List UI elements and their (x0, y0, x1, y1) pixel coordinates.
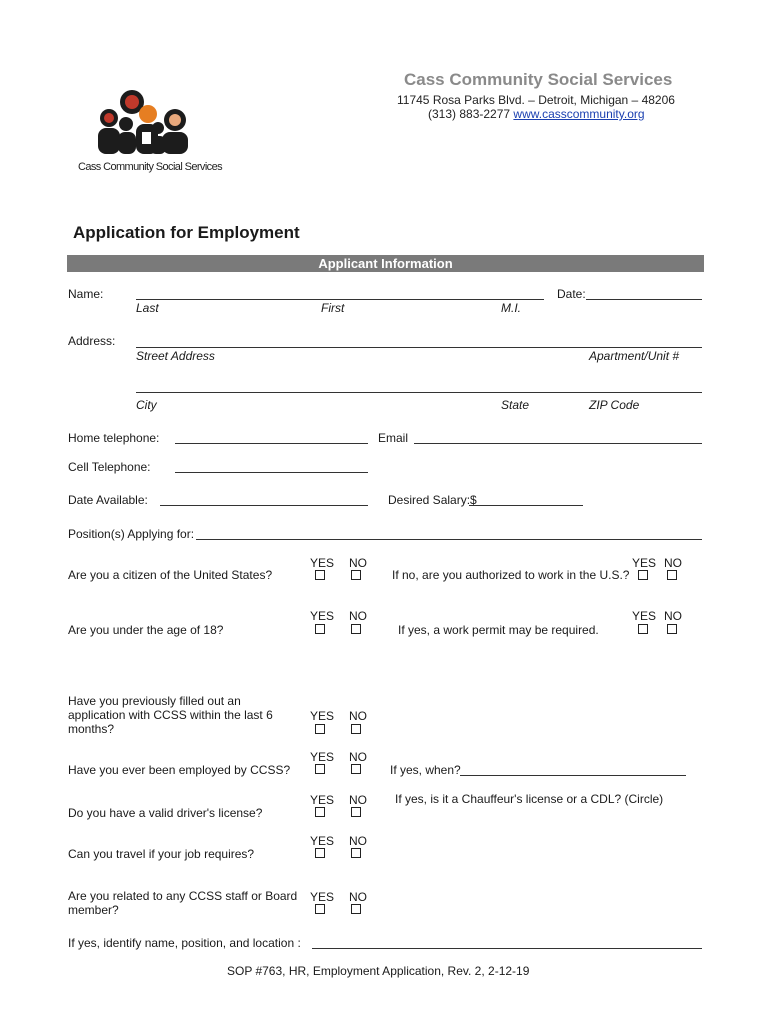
address-label: Address: (68, 334, 116, 348)
date-field[interactable] (586, 299, 702, 300)
license-no-label: NO (349, 793, 367, 807)
citizen-yes-label: YES (310, 556, 335, 570)
cass-logo (78, 88, 222, 178)
org-name: Cass Community Social Services (404, 70, 673, 89)
home-telephone-label: Home telephone: (68, 431, 160, 445)
date-label: Date: (557, 287, 586, 301)
under-18-yes-label: YES (310, 609, 335, 623)
org-phone: (313) 883-2277 (428, 107, 511, 121)
previous-application-line-3: months? (68, 722, 115, 736)
state-caption: State (501, 398, 530, 412)
under-18-yes-checkbox[interactable] (315, 624, 325, 634)
authorized-no-label: NO (664, 556, 682, 570)
related-to-staff-question (68, 889, 297, 917)
positions-label: Position(s) Applying for: (68, 527, 195, 541)
name-field[interactable] (136, 299, 544, 300)
zip-caption: ZIP Code (589, 398, 640, 412)
desired-salary-label: Desired Salary:$ (388, 493, 477, 507)
logo-text: Cass Community Social Services (78, 161, 222, 173)
first-name-caption: First (321, 301, 345, 315)
identify-field[interactable] (312, 948, 702, 949)
under-18-no-label: NO (349, 609, 367, 623)
cell-telephone-label: Cell Telephone: (68, 460, 151, 474)
citizen-question: Are you a citizen of the United States? (68, 568, 273, 582)
citizen-yes-checkbox[interactable] (315, 570, 325, 580)
positions-field[interactable] (196, 539, 702, 540)
related-line-2: member? (68, 903, 119, 917)
name-label: Name: (68, 287, 104, 301)
authorized-yes-checkbox[interactable] (638, 570, 648, 580)
employed-yes-label: YES (310, 750, 335, 764)
citizen-no-label: NO (349, 556, 367, 570)
previous-application-line-2: application with CCSS within the last 6 (68, 708, 273, 722)
previous-application-line-1: Have you previously filled out an (68, 694, 241, 708)
work-permit-yes-label: YES (632, 609, 657, 623)
footer-text: SOP #763, HR, Employment Application, Rev. 2, 2-12-19 (227, 964, 530, 978)
employed-yes-checkbox[interactable] (315, 764, 325, 774)
previous-application-no-label: NO (349, 709, 367, 723)
middle-initial-caption: M.I. (501, 301, 521, 315)
travel-question: Can you travel if your job requires? (68, 847, 255, 861)
related-no-label: NO (349, 890, 367, 904)
desired-salary-field[interactable] (469, 505, 583, 506)
people-logo-icon (78, 88, 218, 158)
related-yes-checkbox[interactable] (315, 904, 325, 914)
license-yes-checkbox[interactable] (315, 807, 325, 817)
section-header: Applicant Information (67, 255, 704, 272)
org-contact (428, 107, 645, 121)
travel-no-checkbox[interactable] (351, 848, 361, 858)
previous-application-question (68, 694, 273, 736)
previous-application-no-checkbox[interactable] (351, 724, 361, 734)
work-permit-no-checkbox[interactable] (667, 624, 677, 634)
email-label: Email (378, 431, 409, 445)
related-no-checkbox[interactable] (351, 904, 361, 914)
citizen-no-checkbox[interactable] (351, 570, 361, 580)
under-18-question: Are you under the age of 18? (68, 623, 224, 637)
date-available-field[interactable] (160, 505, 368, 506)
work-permit-no-label: NO (664, 609, 682, 623)
license-no-checkbox[interactable] (351, 807, 361, 817)
employed-by-ccss-question: Have you ever been employed by CCSS? (68, 763, 291, 777)
city-state-zip-field[interactable] (136, 392, 702, 393)
travel-yes-label: YES (310, 834, 335, 848)
street-address-field[interactable] (136, 347, 702, 348)
previous-application-yes-checkbox[interactable] (315, 724, 325, 734)
employed-no-label: NO (349, 750, 367, 764)
related-yes-label: YES (310, 890, 335, 904)
work-permit-yes-checkbox[interactable] (638, 624, 648, 634)
drivers-license-question: Do you have a valid driver's license? (68, 806, 263, 820)
employed-when-field[interactable] (460, 775, 686, 776)
previous-application-yes-label: YES (310, 709, 335, 723)
last-name-caption: Last (136, 301, 159, 315)
email-field[interactable] (414, 443, 702, 444)
employed-no-checkbox[interactable] (351, 764, 361, 774)
apartment-caption: Apartment/Unit # (589, 349, 680, 363)
street-address-caption: Street Address (136, 349, 215, 363)
license-type-question: If yes, is it a Chauffeur's license or a CDL? (Circle) (395, 792, 664, 806)
travel-no-label: NO (349, 834, 367, 848)
identify-label: If yes, identify name, position, and location : (68, 936, 301, 950)
home-telephone-field[interactable] (175, 443, 368, 444)
employed-when-label: If yes, when? (390, 763, 461, 777)
travel-yes-checkbox[interactable] (315, 848, 325, 858)
under-18-no-checkbox[interactable] (351, 624, 361, 634)
authorized-question: If no, are you authorized to work in the U.S.? (392, 568, 630, 582)
date-available-label: Date Available: (68, 493, 148, 507)
license-yes-label: YES (310, 793, 335, 807)
authorized-no-checkbox[interactable] (667, 570, 677, 580)
form-title: Application for Employment (73, 223, 300, 242)
cell-telephone-field[interactable] (175, 472, 368, 473)
org-website-link[interactable]: www.casscommunity.org (513, 107, 645, 121)
authorized-yes-label: YES (632, 556, 657, 570)
work-permit-note: If yes, a work permit may be required. (398, 623, 599, 637)
related-line-1: Are you related to any CCSS staff or Board (68, 889, 298, 903)
city-caption: City (136, 398, 157, 412)
org-address: 11745 Rosa Parks Blvd. – Detroit, Michigan – 48206 (397, 93, 675, 107)
